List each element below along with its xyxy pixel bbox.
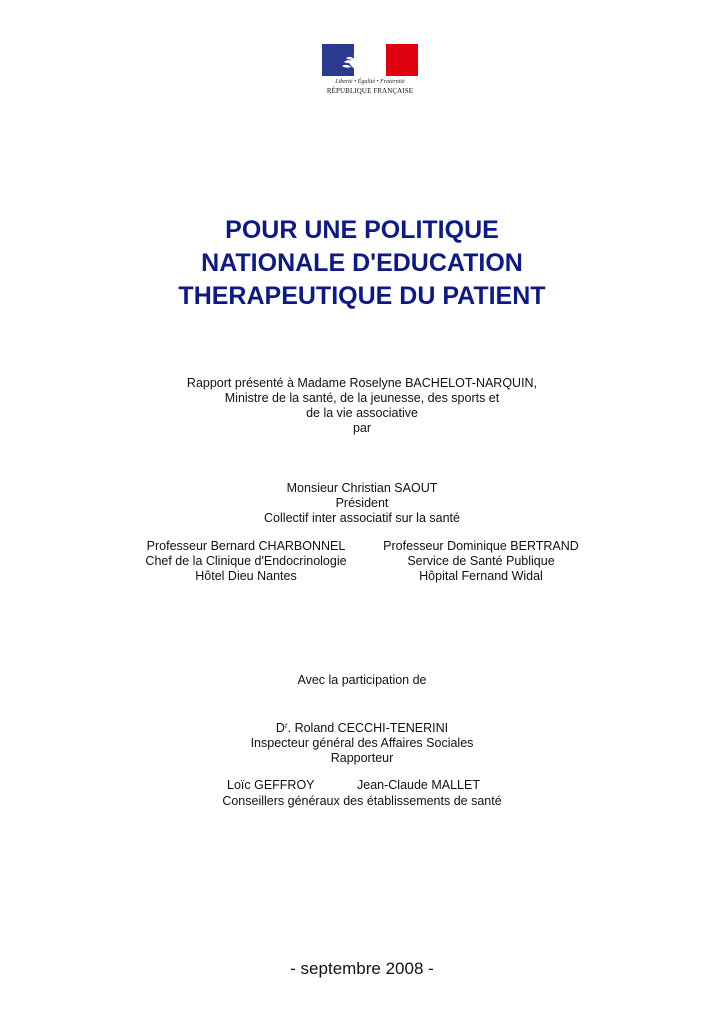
president-block [0,481,724,526]
president-name: Monsieur Christian SAOUT [286,481,438,495]
republic-name: RÉPUBLIQUE FRANÇAISE [326,87,414,95]
author-place: Hôpital Fernand Widal [419,569,543,583]
author-name: Professeur Dominique BERTRAND [383,539,579,553]
republic-motto: Liberté • Égalité • Fraternité [335,79,405,85]
conseiller-name: Jean-Claude MALLET [357,778,480,792]
conseillers-role: Conseillers généraux des établissements de santé [222,794,502,808]
title-line: NATIONALE D'EDUCATION [201,249,523,277]
author-bertrand [351,539,611,584]
rapporteur-block [0,721,724,766]
rapporteur-role: Inspecteur général des Affaires Sociales [250,736,474,750]
author-place: Hôtel Dieu Nantes [195,569,297,583]
republique-francaise-logo [322,44,418,96]
president-role: Président [335,496,389,510]
presentation-line: de la vie associative [306,406,418,420]
author-role: Chef de la Clinique d'Endocrinologie [145,554,347,568]
title-line: THERAPEUTIQUE DU PATIENT [178,282,546,310]
presentation-line: par [352,421,372,435]
author-role: Service de Santé Publique [407,554,555,568]
rapporteur-function: Rapporteur [330,751,394,765]
author-charbonnel [116,539,376,584]
report-presentation [0,376,724,436]
conseiller-name: Loïc GEFFROY [227,778,315,792]
president-organization: Collectif inter associatif sur la santé [264,511,460,525]
participation-heading: Avec la participation de [297,673,427,687]
author-name: Professeur Bernard CHARBONNEL [146,539,346,553]
marianne-flag-icon [322,44,418,76]
report-date: - septembre 2008 - [290,959,434,978]
report-title [0,214,724,313]
presentation-line: Rapport présenté à Madame Roselyne BACHELOT-NARQUIN, [186,376,538,390]
rapporteur-name: $D^r$. Roland CECCHI-TENERINI [275,721,449,735]
title-line: POUR UNE POLITIQUE [225,216,499,244]
presentation-line: Ministre de la santé, de la jeunesse, des sports et [224,391,500,405]
